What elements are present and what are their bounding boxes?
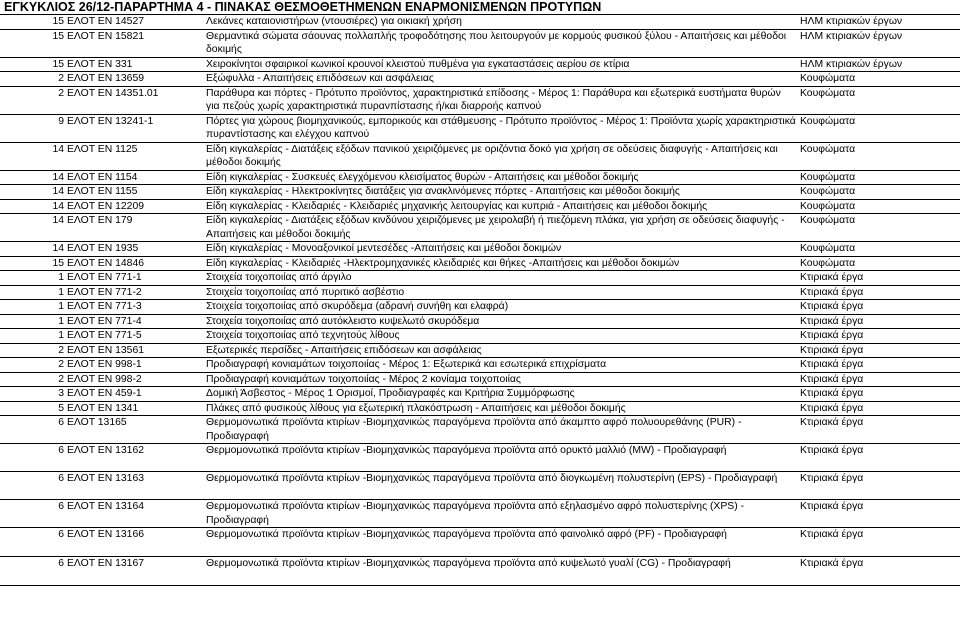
row-number: 3 bbox=[0, 387, 66, 402]
standard-code: ΕΛΟΤ ΕΝ 1935 bbox=[66, 242, 202, 257]
category: ΗΛΜ κτιριακών έργων bbox=[798, 15, 960, 30]
standard-description: Δομική Άσβεστος - Μέρος 1 Ορισμοί, Προδιαγραφές και Κριτήρια Συμμόρφωσης bbox=[202, 387, 798, 402]
standard-description: Παράθυρα και πόρτες - Πρότυπο προϊόντος, χαρακτηριστικά επίδοσης - Μέρος 1: Παράθυρα και εξωτερικά ευστήματα θυρών για πεζούς χωρίς χαρακτηριστικά πυρανπίστασης ή/και διαρροής καπνού bbox=[202, 86, 798, 114]
category: Κτιριακά έργα bbox=[798, 387, 960, 402]
category: Κουφώματα bbox=[798, 86, 960, 114]
table-row bbox=[0, 444, 960, 472]
standard-description: Στοιχεία τοιχοποιίας από τεχνητούς λίθους bbox=[202, 329, 798, 344]
table-row bbox=[0, 358, 960, 373]
standard-code: ΕΛΟΤ ΕΝ 12209 bbox=[66, 199, 202, 214]
standard-description: Προδιαγραφή κονιαμάτων τοιχοποιίας - Μέρος 1: Εξωτερικά και εσωτερικά επιχρίσματα bbox=[202, 358, 798, 373]
table-row bbox=[0, 387, 960, 402]
row-number: 15 bbox=[0, 256, 66, 271]
table-row bbox=[0, 57, 960, 72]
standard-description: Θερμαντικά σώματα σάουνας πολλαπλής τροφοδότησης που λειτουργούν με κορμούς φυσικού ξύλου - Απαιτήσεις και μέθοδοι δοκιμής bbox=[202, 29, 798, 57]
row-number: 14 bbox=[0, 199, 66, 214]
standard-description: Είδη κιγκαλερίας - Διατάξεις εξόδων κινδύνου χειριζόμενες με χειρολαβή ή πιεζόμενη πλάκα, για χρήση σε οδεύσεις διαφυγής - Απαιτήσεις και μέθοδοι δοκιμής bbox=[202, 214, 798, 242]
row-number: 14 bbox=[0, 242, 66, 257]
standard-code: ΕΛΟΤ ΕΝ 15821 bbox=[66, 29, 202, 57]
standard-code: ΕΛΟΤ ΕΝ 13162 bbox=[66, 444, 202, 472]
table-row bbox=[0, 86, 960, 114]
table-row bbox=[0, 199, 960, 214]
standard-code: ΕΛΟΤ ΕΝ 771-4 bbox=[66, 314, 202, 329]
standard-code: ΕΛΟΤ ΕΝ 771-1 bbox=[66, 271, 202, 286]
table-row bbox=[0, 343, 960, 358]
category: Κτιριακά έργα bbox=[798, 329, 960, 344]
row-number: 1 bbox=[0, 329, 66, 344]
standard-description: Λεκάνες καταιονιστήρων (ντουσιέρες) για οικιακή χρήση bbox=[202, 15, 798, 30]
row-number: 2 bbox=[0, 343, 66, 358]
row-number: 14 bbox=[0, 170, 66, 185]
row-number: 15 bbox=[0, 15, 66, 30]
category: Κουφώματα bbox=[798, 214, 960, 242]
standard-code: ΕΛΟΤ ΕΝ 14846 bbox=[66, 256, 202, 271]
row-number: 15 bbox=[0, 29, 66, 57]
standard-description: Είδη κιγκαλερίας - Συσκευές ελεγχόμενου κλεισίματος θυρών - Απαιτήσεις και μέθοδοι δοκιμής bbox=[202, 170, 798, 185]
category: Κτιριακά έργα bbox=[798, 358, 960, 373]
category: Κτιριακά έργα bbox=[798, 557, 960, 586]
table-row bbox=[0, 256, 960, 271]
standard-description: Είδη κιγκαλερίας - Διατάξεις εξόδων πανικού χειριζόμενες με οριζόντια δοκό για χρήση σε οδεύσεις διαφυγής - Απαιτήσεις και μέθοδοι δοκιμής bbox=[202, 142, 798, 170]
standard-code: ΕΛΟΤ ΕΝ 13659 bbox=[66, 72, 202, 87]
row-number: 6 bbox=[0, 444, 66, 472]
table-row bbox=[0, 29, 960, 57]
category: Κουφώματα bbox=[798, 72, 960, 87]
standard-description: Στοιχεία τοιχοποιίας από άργιλο bbox=[202, 271, 798, 286]
standard-code: ΕΛΟΤ ΕΝ 1125 bbox=[66, 142, 202, 170]
standard-code: ΕΛΟΤ ΕΝ 998-2 bbox=[66, 372, 202, 387]
category: Κτιριακά έργα bbox=[798, 271, 960, 286]
category: Κτιριακά έργα bbox=[798, 300, 960, 315]
table-row bbox=[0, 271, 960, 286]
row-number: 9 bbox=[0, 114, 66, 142]
table-row bbox=[0, 314, 960, 329]
standard-description: Πόρτες για χώρους βιομηχανικούς, εμπορικούς και στάθμευσης - Πρότυπο προϊόντος - Μέρος 1: Προϊόντα χωρίς χαρακτηριστικά πυραντίστασης και ελέγχου καπνού bbox=[202, 114, 798, 142]
table-row bbox=[0, 114, 960, 142]
category: Κτιριακά έργα bbox=[798, 314, 960, 329]
standard-code: ΕΛΟΤ ΕΝ 1154 bbox=[66, 170, 202, 185]
standard-description: Εξωτερικές περσίδες - Απαιτήσεις επιδόσεων και ασφάλειας bbox=[202, 343, 798, 358]
table-row bbox=[0, 185, 960, 200]
row-number: 14 bbox=[0, 214, 66, 242]
row-number: 6 bbox=[0, 500, 66, 528]
standard-code: ΕΛΟΤ ΕΝ 771-3 bbox=[66, 300, 202, 315]
category: Κτιριακά έργα bbox=[798, 528, 960, 557]
standard-code: ΕΛΟΤ ΕΝ 13166 bbox=[66, 528, 202, 557]
standard-code: ΕΛΟΤ ΕΝ 179 bbox=[66, 214, 202, 242]
table-row bbox=[0, 285, 960, 300]
standards-table-body bbox=[0, 15, 960, 586]
standard-description: Εξώφυλλα - Απαιτήσεις επιδόσεων και ασφάλειας bbox=[202, 72, 798, 87]
standard-code: ΕΛΟΤ ΕΝ 14351.01 bbox=[66, 86, 202, 114]
table-row bbox=[0, 472, 960, 500]
row-number: 1 bbox=[0, 314, 66, 329]
standard-code: ΕΛΟΤ ΕΝ 13561 bbox=[66, 343, 202, 358]
standard-code: ΕΛΟΤ ΕΝ 13163 bbox=[66, 472, 202, 500]
table-row bbox=[0, 401, 960, 416]
standard-code: ΕΛΟΤ ΕΝ 13167 bbox=[66, 557, 202, 586]
standard-description: Είδη κιγκαλερίας - Κλειδαριές - Κλειδαριές μηχανικής λειτουργίας και κυπριά - Απαιτήσεις και μέθοδοι δοκιμής bbox=[202, 199, 798, 214]
standard-description: Πλάκες από φυσικούς λίθους για εξωτερική πλακόστρωση - Απαιτήσεις και μέθοδοι δοκιμής bbox=[202, 401, 798, 416]
table-row bbox=[0, 300, 960, 315]
row-number: 5 bbox=[0, 401, 66, 416]
table-row bbox=[0, 528, 960, 557]
row-number: 1 bbox=[0, 271, 66, 286]
row-number: 1 bbox=[0, 285, 66, 300]
standard-description: Στοιχεία τοιχοποιίας από σκυρόδεμα (αδρανή συνήθη και ελαφρά) bbox=[202, 300, 798, 315]
category: Κτιριακά έργα bbox=[798, 500, 960, 528]
standard-code: ΕΛΟΤ ΕΝ 331 bbox=[66, 57, 202, 72]
row-number: 6 bbox=[0, 557, 66, 586]
table-row bbox=[0, 242, 960, 257]
standard-code: ΕΛΟΤ 13165 bbox=[66, 416, 202, 444]
standard-code: ΕΛΟΤ ΕΝ 13241-1 bbox=[66, 114, 202, 142]
category: Κτιριακά έργα bbox=[798, 372, 960, 387]
table-row bbox=[0, 72, 960, 87]
table-row bbox=[0, 170, 960, 185]
row-number: 2 bbox=[0, 86, 66, 114]
category: Κουφώματα bbox=[798, 114, 960, 142]
table-row bbox=[0, 416, 960, 444]
standard-description: Στοιχεία τοιχοποιίας από πυριτικό ασβέστιο bbox=[202, 285, 798, 300]
row-number: 1 bbox=[0, 300, 66, 315]
standard-description: Θερμομονωτικά προϊόντα κτιρίων -Βιομηχανικώς παραγόμενα προϊόντα από φαινολικό αφρό (PF) - Προδιαγραφή bbox=[202, 528, 798, 557]
row-number: 14 bbox=[0, 185, 66, 200]
standard-description: Στοιχεία τοιχοποιίας από αυτόκλειστο κυψελωτό σκυρόδεμα bbox=[202, 314, 798, 329]
category: Κτιριακά έργα bbox=[798, 343, 960, 358]
standard-description: Είδη κιγκαλερίας - Κλειδαριές -Ηλεκτρομηχανικές κλειδαριές και θήκες -Απαιτήσεις και μέθοδοι δοκιμών bbox=[202, 256, 798, 271]
table-row bbox=[0, 142, 960, 170]
category: Κουφώματα bbox=[798, 185, 960, 200]
row-number: 6 bbox=[0, 528, 66, 557]
row-number: 6 bbox=[0, 416, 66, 444]
row-number: 14 bbox=[0, 142, 66, 170]
standard-description: Θερμομονωτικά προϊόντα κτιρίων -Βιομηχανικώς παραγόμενα προϊόντα από εξηλασμένο αφρό πολυστερίνης (XPS) - Προδιαγραφή bbox=[202, 500, 798, 528]
standard-description: Χειροκίνητοι σφαιρικοί κωνικοί κρουνοί κλειστού πυθμένα για εγκαταστάσεις αερίου σε κτίρια bbox=[202, 57, 798, 72]
category: Κτιριακά έργα bbox=[798, 401, 960, 416]
standard-code: ΕΛΟΤ ΕΝ 459-1 bbox=[66, 387, 202, 402]
document-title: ΕΓΚΥΚΛΙΟΣ 26/12-ΠΑΡΑΡΤΗΜΑ 4 - ΠΙΝΑΚΑΣ ΘΕΣΜΟΘΕΤΗΜΕΝΩΝ ΕΝΑΡΜΟΝΙΣΜΕΝΩΝ ΠΡΟΤΥΠΩΝ bbox=[4, 0, 602, 14]
standards-table bbox=[0, 14, 960, 586]
table-row bbox=[0, 500, 960, 528]
standard-code: ΕΛΟΤ ΕΝ 998-1 bbox=[66, 358, 202, 373]
standard-description: Είδη κιγκαλερίας - Ηλεκτροκίνητες διατάξεις για ανακλινόμενες πόρτες - Απαιτήσεις και μέθοδοι δοκιμής bbox=[202, 185, 798, 200]
row-number: 2 bbox=[0, 372, 66, 387]
category: Κουφώματα bbox=[798, 199, 960, 214]
standard-code: ΕΛΟΤ ΕΝ 1155 bbox=[66, 185, 202, 200]
standard-description: Θερμομονωτικά προϊόντα κτιρίων -Βιομηχανικώς παραγόμενα προϊόντα από ορυκτό μαλλιό (MW) - Προδιαγραφή bbox=[202, 444, 798, 472]
category: ΗΛΜ κτιριακών έργων bbox=[798, 29, 960, 57]
table-row bbox=[0, 372, 960, 387]
category: Κτιριακά έργα bbox=[798, 444, 960, 472]
row-number: 6 bbox=[0, 472, 66, 500]
standard-description: Θερμομονωτικά προϊόντα κτιρίων -Βιομηχανικώς παραγόμενα προϊόντα από διογκωμένη πολυστερίνη (EPS) - Προδιαγραφή bbox=[202, 472, 798, 500]
row-number: 15 bbox=[0, 57, 66, 72]
category: Κτιριακά έργα bbox=[798, 472, 960, 500]
category: Κουφώματα bbox=[798, 142, 960, 170]
table-row bbox=[0, 15, 960, 30]
category: ΗΛΜ κτιριακών έργων bbox=[798, 57, 960, 72]
table-row bbox=[0, 329, 960, 344]
row-number: 2 bbox=[0, 358, 66, 373]
category: Κτιριακά έργα bbox=[798, 285, 960, 300]
table-row bbox=[0, 557, 960, 586]
standard-code: ΕΛΟΤ ΕΝ 14527 bbox=[66, 15, 202, 30]
category: Κτιριακά έργα bbox=[798, 416, 960, 444]
standard-code: ΕΛΟΤ ΕΝ 1341 bbox=[66, 401, 202, 416]
standard-description: Προδιαγραφή κονιαμάτων τοιχοποιίας - Μέρος 2 κονίαμα τοιχοποιίας bbox=[202, 372, 798, 387]
standard-code: ΕΛΟΤ ΕΝ 771-5 bbox=[66, 329, 202, 344]
row-number: 2 bbox=[0, 72, 66, 87]
table-row bbox=[0, 214, 960, 242]
standard-code: ΕΛΟΤ ΕΝ 771-2 bbox=[66, 285, 202, 300]
category: Κουφώματα bbox=[798, 256, 960, 271]
standard-description: Θερμομονωτικά προϊόντα κτιρίων -Βιομηχανικώς παραγόμενα προϊόντα από κυψελωτό γυαλί (CG) - Προδιαγραφή bbox=[202, 557, 798, 586]
category: Κουφώματα bbox=[798, 170, 960, 185]
standard-description: Θερμομονωτικά προϊόντα κτιρίων -Βιομηχανικώς παραγόμενα προϊόντα από άκαμπτο αφρό πολυουρεθάνης (PUR) - Προδιαγραφή bbox=[202, 416, 798, 444]
category: Κουφώματα bbox=[798, 242, 960, 257]
standard-description: Είδη κιγκαλερίας - Μονοαξονικοί μεντεσέδες -Απαιτήσεις και μέθοδοι δοκιμών bbox=[202, 242, 798, 257]
standard-code: ΕΛΟΤ ΕΝ 13164 bbox=[66, 500, 202, 528]
